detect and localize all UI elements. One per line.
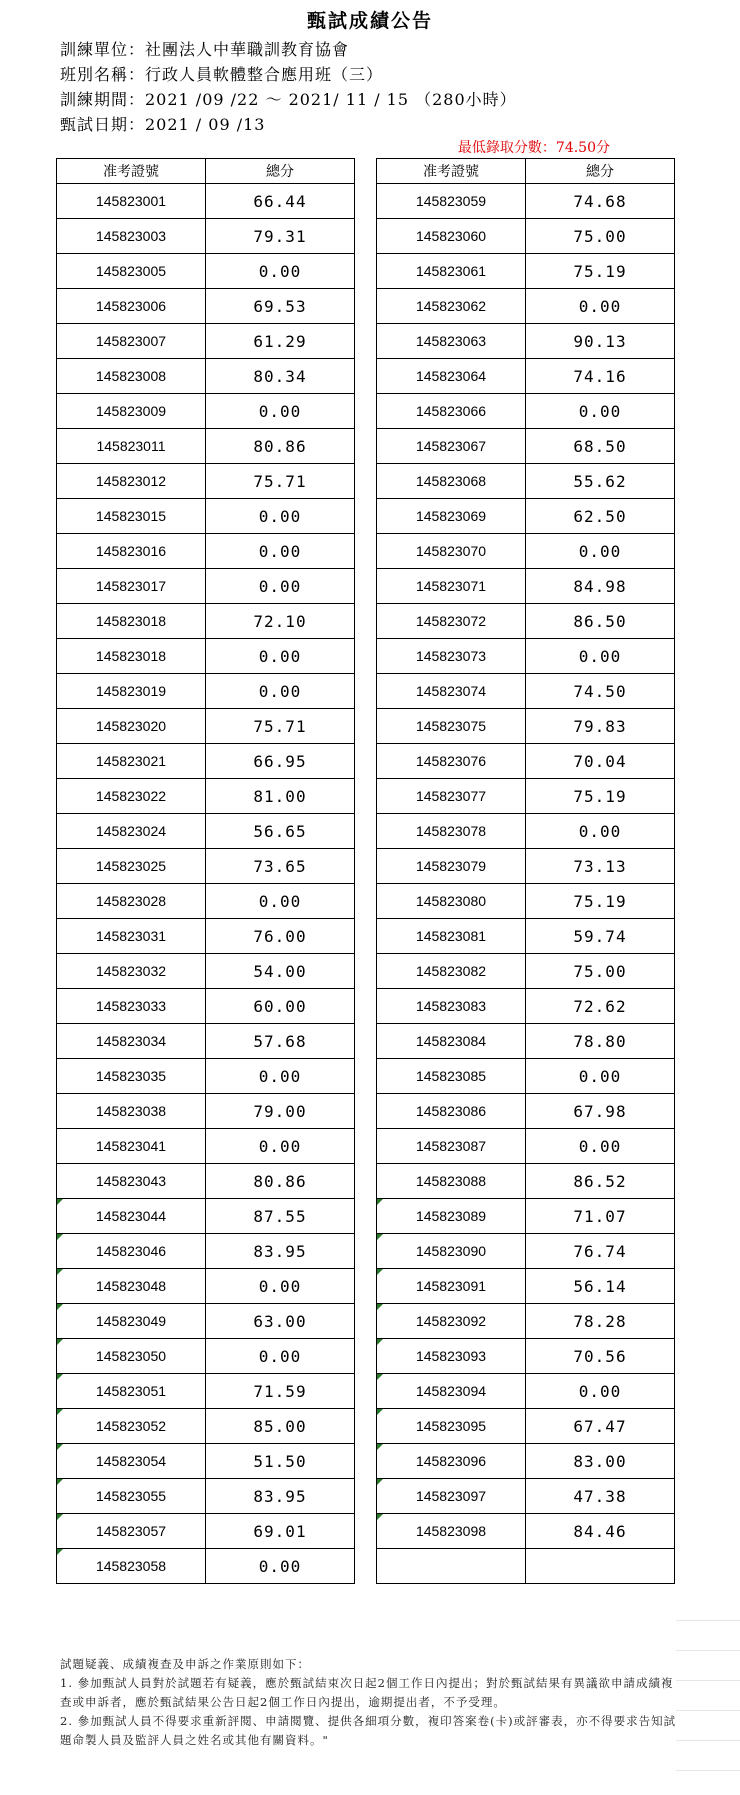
exam-number-cell: 145823006 bbox=[57, 289, 206, 324]
exam-number-cell: 145823017 bbox=[57, 569, 206, 604]
exam-number-cell: 145823016 bbox=[57, 534, 206, 569]
exam-number-cell: 145823022 bbox=[57, 779, 206, 814]
score-cell: 0.00 bbox=[526, 289, 675, 324]
table-row bbox=[57, 744, 355, 779]
exam-number-cell: 145823069 bbox=[377, 499, 526, 534]
score-cell: 74.50 bbox=[526, 674, 675, 709]
exam-number-cell: 145823009 bbox=[57, 394, 206, 429]
table-row bbox=[377, 464, 675, 499]
exam-number-cell bbox=[377, 1549, 526, 1584]
table-row bbox=[377, 1549, 675, 1584]
exam-number-cell: 145823079 bbox=[377, 849, 526, 884]
table-row bbox=[377, 254, 675, 289]
exam-number-cell: 145823093 bbox=[377, 1339, 526, 1374]
score-cell: 0.00 bbox=[206, 1269, 355, 1304]
table-row bbox=[57, 184, 355, 219]
exam-number-cell: 145823011 bbox=[57, 429, 206, 464]
table-row bbox=[377, 814, 675, 849]
header-exam-number: 准考證號 bbox=[57, 159, 206, 184]
score-cell: 75.19 bbox=[526, 884, 675, 919]
page-edge-line bbox=[676, 1710, 740, 1712]
table-row bbox=[377, 1374, 675, 1409]
table-row bbox=[57, 919, 355, 954]
score-cell: 69.01 bbox=[206, 1514, 355, 1549]
score-cell: 0.00 bbox=[526, 394, 675, 429]
exam-number-cell: 145823061 bbox=[377, 254, 526, 289]
header-exam-number: 准考證號 bbox=[377, 159, 526, 184]
table-row bbox=[377, 1024, 675, 1059]
table-row bbox=[377, 604, 675, 639]
header-total-score: 總分 bbox=[526, 159, 675, 184]
table-row bbox=[377, 1269, 675, 1304]
table-row bbox=[377, 674, 675, 709]
table-row bbox=[57, 1374, 355, 1409]
exam-number-cell: 145823078 bbox=[377, 814, 526, 849]
score-cell: 83.95 bbox=[206, 1479, 355, 1514]
exam-number-cell: 145823090 bbox=[377, 1234, 526, 1269]
table-row bbox=[57, 394, 355, 429]
table-row bbox=[377, 639, 675, 674]
score-cell: 85.00 bbox=[206, 1409, 355, 1444]
score-cell: 71.59 bbox=[206, 1374, 355, 1409]
score-cell: 0.00 bbox=[206, 569, 355, 604]
table-row bbox=[377, 1164, 675, 1199]
score-cell: 87.55 bbox=[206, 1199, 355, 1234]
page-edge-line bbox=[676, 1740, 740, 1742]
header-total-score: 總分 bbox=[206, 159, 355, 184]
exam-number-cell: 145823072 bbox=[377, 604, 526, 639]
table-row bbox=[377, 499, 675, 534]
score-cell: 70.56 bbox=[526, 1339, 675, 1374]
exam-number-cell: 145823032 bbox=[57, 954, 206, 989]
notes-item-2: 2. 參加甄試人員不得要求重新評閱、申請閱覽、提供各細項分數，複印答案卷(卡)或評審表，亦不得要求告知試題命製人員及監評人員之姓名或其他有關資料。" bbox=[60, 1714, 677, 1747]
exam-number-cell: 145823054 bbox=[57, 1444, 206, 1479]
table-row bbox=[377, 1129, 675, 1164]
table-row bbox=[57, 779, 355, 814]
table-row bbox=[57, 1199, 355, 1234]
exam-number-cell: 145823068 bbox=[377, 464, 526, 499]
exam-number-cell: 145823085 bbox=[377, 1059, 526, 1094]
score-cell: 0.00 bbox=[206, 1549, 355, 1584]
table-header-row bbox=[377, 159, 675, 184]
score-cell: 79.00 bbox=[206, 1094, 355, 1129]
score-cell: 73.13 bbox=[526, 849, 675, 884]
score-cell: 78.28 bbox=[526, 1304, 675, 1339]
table-row bbox=[57, 604, 355, 639]
score-table-left bbox=[56, 158, 355, 1584]
exam-number-cell: 145823019 bbox=[57, 674, 206, 709]
exam-number-cell: 145823083 bbox=[377, 989, 526, 1024]
exam-number-cell: 145823071 bbox=[377, 569, 526, 604]
table-row bbox=[57, 534, 355, 569]
score-cell: 66.44 bbox=[206, 184, 355, 219]
table-row bbox=[57, 1339, 355, 1374]
score-cell: 83.95 bbox=[206, 1234, 355, 1269]
table-row bbox=[377, 394, 675, 429]
table-row bbox=[57, 1129, 355, 1164]
exam-number-cell: 145823076 bbox=[377, 744, 526, 779]
score-cell: 75.71 bbox=[206, 709, 355, 744]
minimum-score-note: 最低錄取分數：74.50分 bbox=[457, 140, 610, 156]
score-cell: 66.95 bbox=[206, 744, 355, 779]
table-row bbox=[57, 359, 355, 394]
exam-number-cell: 145823087 bbox=[377, 1129, 526, 1164]
exam-number-cell: 145823015 bbox=[57, 499, 206, 534]
score-cell: 75.00 bbox=[526, 219, 675, 254]
table-row bbox=[57, 1164, 355, 1199]
table-row bbox=[377, 1409, 675, 1444]
table-row bbox=[377, 1059, 675, 1094]
table-row bbox=[57, 254, 355, 289]
score-cell: 0.00 bbox=[206, 394, 355, 429]
table-row bbox=[57, 499, 355, 534]
table-row bbox=[57, 1024, 355, 1059]
exam-number-cell: 145823094 bbox=[377, 1374, 526, 1409]
exam-number-cell: 145823003 bbox=[57, 219, 206, 254]
exam-number-cell: 145823097 bbox=[377, 1479, 526, 1514]
score-cell: 0.00 bbox=[206, 884, 355, 919]
exam-number-cell: 145823025 bbox=[57, 849, 206, 884]
exam-number-cell: 145823043 bbox=[57, 1164, 206, 1199]
score-cell: 61.29 bbox=[206, 324, 355, 359]
table-row bbox=[377, 1304, 675, 1339]
table-row bbox=[377, 219, 675, 254]
exam-number-cell: 145823066 bbox=[377, 394, 526, 429]
table-row bbox=[377, 534, 675, 569]
exam-number-cell: 145823033 bbox=[57, 989, 206, 1024]
exam-number-cell: 145823051 bbox=[57, 1374, 206, 1409]
exam-number-cell: 145823074 bbox=[377, 674, 526, 709]
score-cell: 69.53 bbox=[206, 289, 355, 324]
exam-number-cell: 145823012 bbox=[57, 464, 206, 499]
score-table-right bbox=[376, 158, 675, 1584]
table-row bbox=[57, 1094, 355, 1129]
exam-number-cell: 145823059 bbox=[377, 184, 526, 219]
score-cell: 71.07 bbox=[526, 1199, 675, 1234]
table-row bbox=[377, 1514, 675, 1549]
exam-number-cell: 145823098 bbox=[377, 1514, 526, 1549]
exam-number-cell: 145823024 bbox=[57, 814, 206, 849]
table-row bbox=[377, 884, 675, 919]
exam-number-cell: 145823034 bbox=[57, 1024, 206, 1059]
exam-number-cell: 145823088 bbox=[377, 1164, 526, 1199]
class-name: 班別名稱：行政人員軟體整合應用班（三） bbox=[60, 65, 384, 84]
table-row bbox=[57, 1304, 355, 1339]
score-cell: 80.34 bbox=[206, 359, 355, 394]
score-cell: 63.00 bbox=[206, 1304, 355, 1339]
table-row bbox=[377, 989, 675, 1024]
table-row bbox=[57, 219, 355, 254]
score-cell: 73.65 bbox=[206, 849, 355, 884]
exam-number-cell: 145823067 bbox=[377, 429, 526, 464]
score-cell: 79.83 bbox=[526, 709, 675, 744]
appeal-notes bbox=[60, 1655, 680, 1750]
exam-number-cell: 145823049 bbox=[57, 1304, 206, 1339]
exam-number-cell: 145823095 bbox=[377, 1409, 526, 1444]
score-cell: 80.86 bbox=[206, 429, 355, 464]
exam-number-cell: 145823058 bbox=[57, 1549, 206, 1584]
exam-number-cell: 145823073 bbox=[377, 639, 526, 674]
exam-number-cell: 145823001 bbox=[57, 184, 206, 219]
score-cell: 0.00 bbox=[206, 1129, 355, 1164]
exam-number-cell: 145823007 bbox=[57, 324, 206, 359]
table-row bbox=[57, 954, 355, 989]
exam-number-cell: 145823057 bbox=[57, 1514, 206, 1549]
score-cell: 0.00 bbox=[206, 254, 355, 289]
table-row bbox=[377, 1234, 675, 1269]
table-row bbox=[57, 324, 355, 359]
training-unit: 訓練單位：社團法人中華職訓教育協會 bbox=[60, 40, 350, 59]
score-cell: 70.04 bbox=[526, 744, 675, 779]
table-row bbox=[57, 1269, 355, 1304]
score-cell: 79.31 bbox=[206, 219, 355, 254]
score-cell: 0.00 bbox=[526, 1129, 675, 1164]
score-cell: 62.50 bbox=[526, 499, 675, 534]
exam-number-cell: 145823084 bbox=[377, 1024, 526, 1059]
exam-number-cell: 145823052 bbox=[57, 1409, 206, 1444]
table-row bbox=[57, 1514, 355, 1549]
score-cell: 0.00 bbox=[526, 814, 675, 849]
score-cell: 78.80 bbox=[526, 1024, 675, 1059]
exam-number-cell: 145823082 bbox=[377, 954, 526, 989]
table-row bbox=[377, 779, 675, 814]
table-row bbox=[57, 709, 355, 744]
table-row bbox=[377, 744, 675, 779]
score-cell: 72.62 bbox=[526, 989, 675, 1024]
score-cell: 0.00 bbox=[526, 534, 675, 569]
table-row bbox=[377, 919, 675, 954]
table-row bbox=[57, 1234, 355, 1269]
exam-number-cell: 145823005 bbox=[57, 254, 206, 289]
table-row bbox=[57, 429, 355, 464]
exam-number-cell: 145823018 bbox=[57, 604, 206, 639]
score-cell: 0.00 bbox=[206, 499, 355, 534]
exam-number-cell: 145823075 bbox=[377, 709, 526, 744]
table-row bbox=[57, 1059, 355, 1094]
training-period: 訓練期間：2021 /09 /22 ～ 2021/ 11 / 15 （280小時） bbox=[60, 90, 517, 109]
score-cell: 57.68 bbox=[206, 1024, 355, 1059]
table-row bbox=[377, 1094, 675, 1129]
score-cell: 56.65 bbox=[206, 814, 355, 849]
table-row bbox=[57, 639, 355, 674]
table-row bbox=[377, 184, 675, 219]
score-cell: 67.47 bbox=[526, 1409, 675, 1444]
table-row bbox=[377, 324, 675, 359]
score-cell: 0.00 bbox=[526, 1374, 675, 1409]
page-edge-line bbox=[676, 1650, 740, 1652]
score-cell: 83.00 bbox=[526, 1444, 675, 1479]
page-edge-line bbox=[676, 1680, 740, 1682]
exam-number-cell: 145823089 bbox=[377, 1199, 526, 1234]
table-row bbox=[57, 464, 355, 499]
score-cell: 74.16 bbox=[526, 359, 675, 394]
table-row bbox=[377, 1444, 675, 1479]
table-row bbox=[57, 1549, 355, 1584]
score-cell: 0.00 bbox=[206, 1059, 355, 1094]
table-row bbox=[377, 1199, 675, 1234]
exam-number-cell: 145823021 bbox=[57, 744, 206, 779]
score-cell: 75.19 bbox=[526, 254, 675, 289]
exam-number-cell: 145823077 bbox=[377, 779, 526, 814]
page-title: 甄試成績公告 bbox=[306, 10, 433, 32]
score-cell: 75.00 bbox=[526, 954, 675, 989]
table-row bbox=[377, 429, 675, 464]
exam-number-cell: 145823070 bbox=[377, 534, 526, 569]
exam-number-cell: 145823086 bbox=[377, 1094, 526, 1129]
table-row bbox=[377, 1339, 675, 1374]
exam-number-cell: 145823096 bbox=[377, 1444, 526, 1479]
score-cell: 76.74 bbox=[526, 1234, 675, 1269]
exam-number-cell: 145823020 bbox=[57, 709, 206, 744]
score-cell: 86.52 bbox=[526, 1164, 675, 1199]
table-row bbox=[57, 849, 355, 884]
exam-number-cell: 145823050 bbox=[57, 1339, 206, 1374]
score-cell: 68.50 bbox=[526, 429, 675, 464]
score-cell: 84.98 bbox=[526, 569, 675, 604]
table-row bbox=[377, 849, 675, 884]
score-cell: 0.00 bbox=[206, 534, 355, 569]
score-cell: 76.00 bbox=[206, 919, 355, 954]
score-cell: 0.00 bbox=[526, 1059, 675, 1094]
exam-number-cell: 145823018 bbox=[57, 639, 206, 674]
exam-number-cell: 145823041 bbox=[57, 1129, 206, 1164]
score-cell: 90.13 bbox=[526, 324, 675, 359]
score-cell: 80.86 bbox=[206, 1164, 355, 1199]
exam-number-cell: 145823028 bbox=[57, 884, 206, 919]
exam-number-cell: 145823048 bbox=[57, 1269, 206, 1304]
exam-date: 甄試日期：2021 / 09 /13 bbox=[60, 115, 266, 134]
exam-number-cell: 145823008 bbox=[57, 359, 206, 394]
table-row bbox=[57, 1444, 355, 1479]
score-cell: 84.46 bbox=[526, 1514, 675, 1549]
notes-heading: 試題疑義、成績複查及申訴之作業原則如下： bbox=[60, 1657, 310, 1671]
exam-number-cell: 145823064 bbox=[377, 359, 526, 394]
exam-number-cell: 145823035 bbox=[57, 1059, 206, 1094]
score-cell: 59.74 bbox=[526, 919, 675, 954]
score-cell: 86.50 bbox=[526, 604, 675, 639]
score-cell: 0.00 bbox=[526, 639, 675, 674]
table-row bbox=[57, 569, 355, 604]
score-cell: 0.00 bbox=[206, 1339, 355, 1374]
notes-item-1: 1. 參加甄試人員對於試題若有疑義，應於甄試結束次日起2個工作日內提出；對於甄試結果有異議欲申請成績複查或申訴者，應於甄試結果公告日起2個工作日內提出，逾期提出者，不予受理。 bbox=[60, 1676, 674, 1709]
score-cell bbox=[526, 1549, 675, 1584]
exam-number-cell: 145823092 bbox=[377, 1304, 526, 1339]
score-cell: 74.68 bbox=[526, 184, 675, 219]
score-cell: 67.98 bbox=[526, 1094, 675, 1129]
score-cell: 0.00 bbox=[206, 674, 355, 709]
score-cell: 81.00 bbox=[206, 779, 355, 814]
table-header-row bbox=[57, 159, 355, 184]
score-cell: 60.00 bbox=[206, 989, 355, 1024]
exam-number-cell: 145823046 bbox=[57, 1234, 206, 1269]
exam-number-cell: 145823055 bbox=[57, 1479, 206, 1514]
table-row bbox=[377, 709, 675, 744]
exam-number-cell: 145823091 bbox=[377, 1269, 526, 1304]
exam-number-cell: 145823038 bbox=[57, 1094, 206, 1129]
score-cell: 75.71 bbox=[206, 464, 355, 499]
score-cell: 51.50 bbox=[206, 1444, 355, 1479]
exam-number-cell: 145823031 bbox=[57, 919, 206, 954]
table-row bbox=[57, 884, 355, 919]
table-row bbox=[57, 1479, 355, 1514]
score-cell: 55.62 bbox=[526, 464, 675, 499]
score-cell: 47.38 bbox=[526, 1479, 675, 1514]
table-row bbox=[57, 814, 355, 849]
score-cell: 56.14 bbox=[526, 1269, 675, 1304]
table-row bbox=[377, 1479, 675, 1514]
exam-number-cell: 145823044 bbox=[57, 1199, 206, 1234]
page-edge-line bbox=[676, 1620, 740, 1622]
score-cell: 0.00 bbox=[206, 639, 355, 674]
score-cell: 72.10 bbox=[206, 604, 355, 639]
score-cell: 75.19 bbox=[526, 779, 675, 814]
table-row bbox=[377, 954, 675, 989]
table-row bbox=[57, 989, 355, 1024]
page-edge-line bbox=[676, 1770, 740, 1772]
exam-number-cell: 145823063 bbox=[377, 324, 526, 359]
table-row bbox=[57, 1409, 355, 1444]
table-row bbox=[377, 359, 675, 394]
exam-number-cell: 145823062 bbox=[377, 289, 526, 324]
exam-number-cell: 145823081 bbox=[377, 919, 526, 954]
table-row bbox=[57, 289, 355, 324]
table-row bbox=[377, 289, 675, 324]
table-row bbox=[377, 569, 675, 604]
exam-number-cell: 145823080 bbox=[377, 884, 526, 919]
table-row bbox=[57, 674, 355, 709]
exam-number-cell: 145823060 bbox=[377, 219, 526, 254]
score-cell: 54.00 bbox=[206, 954, 355, 989]
